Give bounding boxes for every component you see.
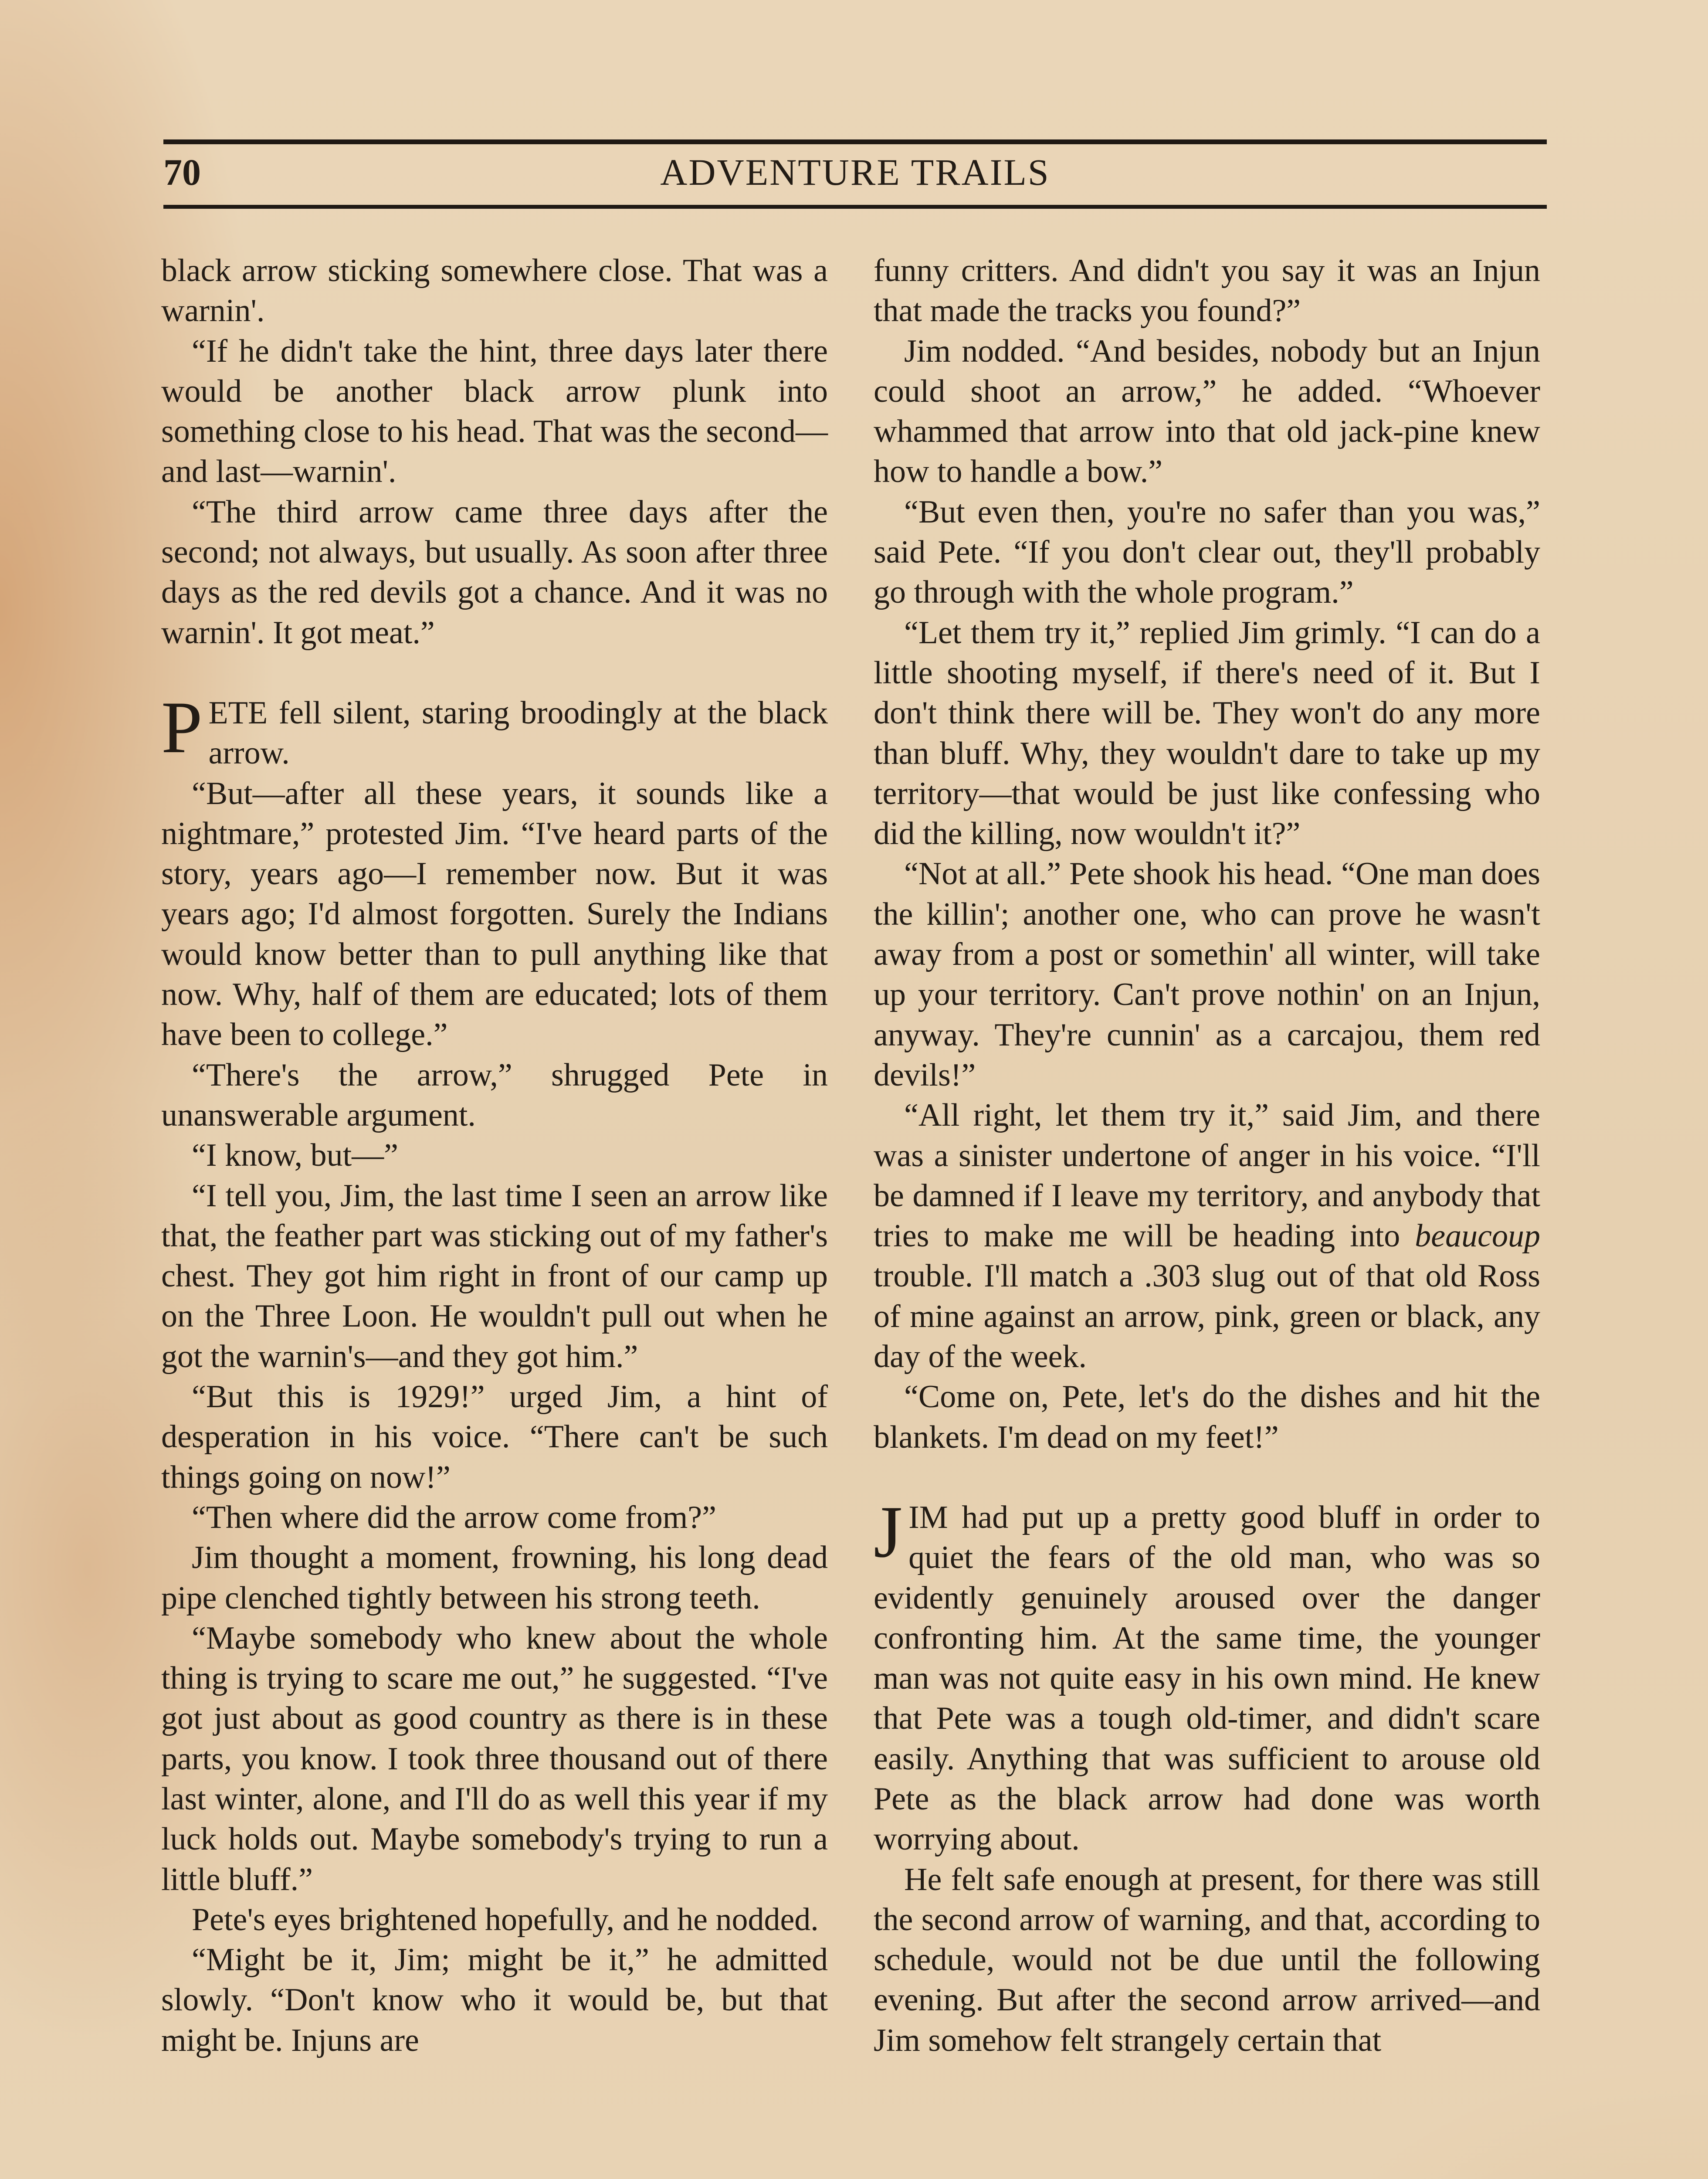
section-opening-paragraph xyxy=(161,686,828,774)
paragraph: “Then where did the arrow come from?” xyxy=(192,1499,716,1535)
paragraph: “Maybe somebody who knew about the whole thing is trying to scare me out,” he suggested. “I've got just about as good country as there is in these parts, you know. I took three thousand out of there last winter, alone, and I'll do as well this year if my luck holds out. Maybe somebody's trying to run a little bluff.” xyxy=(161,1620,828,1897)
drop-cap: P xyxy=(161,686,203,768)
paragraph xyxy=(874,1095,1540,1377)
paragraph-text: trouble. I'll match a .303 slug out of that old Ross of mine against an arrow, pink, green or black, any day of the week. xyxy=(874,1258,1540,1375)
paragraph: Pete's eyes brightened hopefully, and he nodded. xyxy=(192,1901,819,1938)
paragraph: “But—after all these years, it sounds like a nightmare,” protested Jim. “I've heard parts of the story, years ago—I remember now. But it was years ago; I'd almost forgotten. Surely the Indians would know better than to pull anything like that now. Why, half of them are educated; lots of them have been to college.” xyxy=(161,775,828,1053)
paragraph: “But even then, you're no safer than you was,” said Pete. “If you don't clear out, they'll probably go through with the whole program.” xyxy=(874,494,1540,611)
section-opening-paragraph xyxy=(874,1490,1540,1860)
paragraph-text: “All right, let them try it,” said Jim, and there was a sinister undertone of anger in his voice. “I'll be damned if I leave my territory, and anybody that tries to make me will be heading into xyxy=(874,1097,1540,1254)
paragraph: black arrow sticking somewhere close. That was a warnin'. xyxy=(161,253,828,329)
paragraph: Jim nodded. “And besides, nobody but an Injun could shoot an arrow,” he added. “Whoever whammed that arrow into that old jack-pine knew how to handle a bow.” xyxy=(874,333,1540,490)
italic-word: beaucoup xyxy=(1415,1218,1540,1254)
paragraph: “But this is 1929!” urged Jim, a hint of desperation in his voice. “There can't be such things going on now!” xyxy=(161,1379,828,1495)
running-head: ADVENTURE TRAILS xyxy=(660,151,1050,193)
header-rule-top xyxy=(163,139,1547,144)
right-column xyxy=(874,251,1540,2060)
paragraph: “Let them try it,” replied Jim grimly. “I can do a little shooting myself, if there's need of it. But I don't think there will be. They won't do any more than bluff. Why, they wouldn't dare to take up my territory—that would be just like confessing who did the killing, now wouldn't it?” xyxy=(874,614,1540,852)
paragraph-text: IM had put up a pretty good bluff in order to quiet the fears of the old man, who was so evidently genuinely aroused over the danger confronting him. At the same time, the younger man was not quite easy in his own mind. He knew that Pete was a tough old-timer, and didn't scare easily. Anything that was sufficient to arouse old Pete as the black arrow had done was worth worrying about. xyxy=(874,1499,1540,1857)
paragraph: “Come on, Pete, let's do the dishes and hit the blankets. I'm dead on my feet!” xyxy=(874,1379,1540,1455)
paragraph-text: ETE fell silent, staring broodingly at the black arrow. xyxy=(208,695,828,771)
paragraph: Jim thought a moment, frowning, his long dead pipe clenched tightly between his strong teeth. xyxy=(161,1540,828,1616)
paragraph: “I know, but—” xyxy=(192,1137,399,1174)
paragraph: “I tell you, Jim, the last time I seen an arrow like that, the feather part was sticking out of my father's chest. They got him right in front of our camp up on the Three Loon. He wouldn't pull out when he got the warnin's—and they got him.” xyxy=(161,1178,828,1375)
left-column xyxy=(161,251,828,2060)
paragraph: “If he didn't take the hint, three days later there would be another black arrow plunk into something close to his head. That was the second—and last—warnin'. xyxy=(161,333,828,490)
paragraph: funny critters. And didn't you say it was an Injun that made the tracks you found?” xyxy=(874,253,1540,329)
paragraph: He felt safe enough at present, for there was still the second arrow of warning, and that, according to schedule, would not be due until the following evening. But after the second arrow arrived—and Jim somehow felt strangely certain that xyxy=(874,1861,1540,2058)
paragraph: “Might be it, Jim; might be it,” he admitted slowly. “Don't know who it would be, but that might be. Injuns are xyxy=(161,1942,828,2058)
header-rule-bottom xyxy=(163,205,1547,209)
paragraph: “There's the arrow,” shrugged Pete in unanswerable argument. xyxy=(161,1057,828,1133)
page-number: 70 xyxy=(163,151,201,193)
paragraph: “Not at all.” Pete shook his head. “One man does the killin'; another one, who can prove he wasn't away from a post or somethin' all winter, will take up your territory. Can't prove nothin' on an Injun, anyway. They're cunnin' as a carcajou, them red devils!” xyxy=(874,856,1540,1093)
paragraph: “The third arrow came three days after the second; not always, but usually. As soon after three days as the red devils got a chance. And it was no warnin'. It got meat.” xyxy=(161,494,828,651)
drop-cap: J xyxy=(874,1490,903,1573)
